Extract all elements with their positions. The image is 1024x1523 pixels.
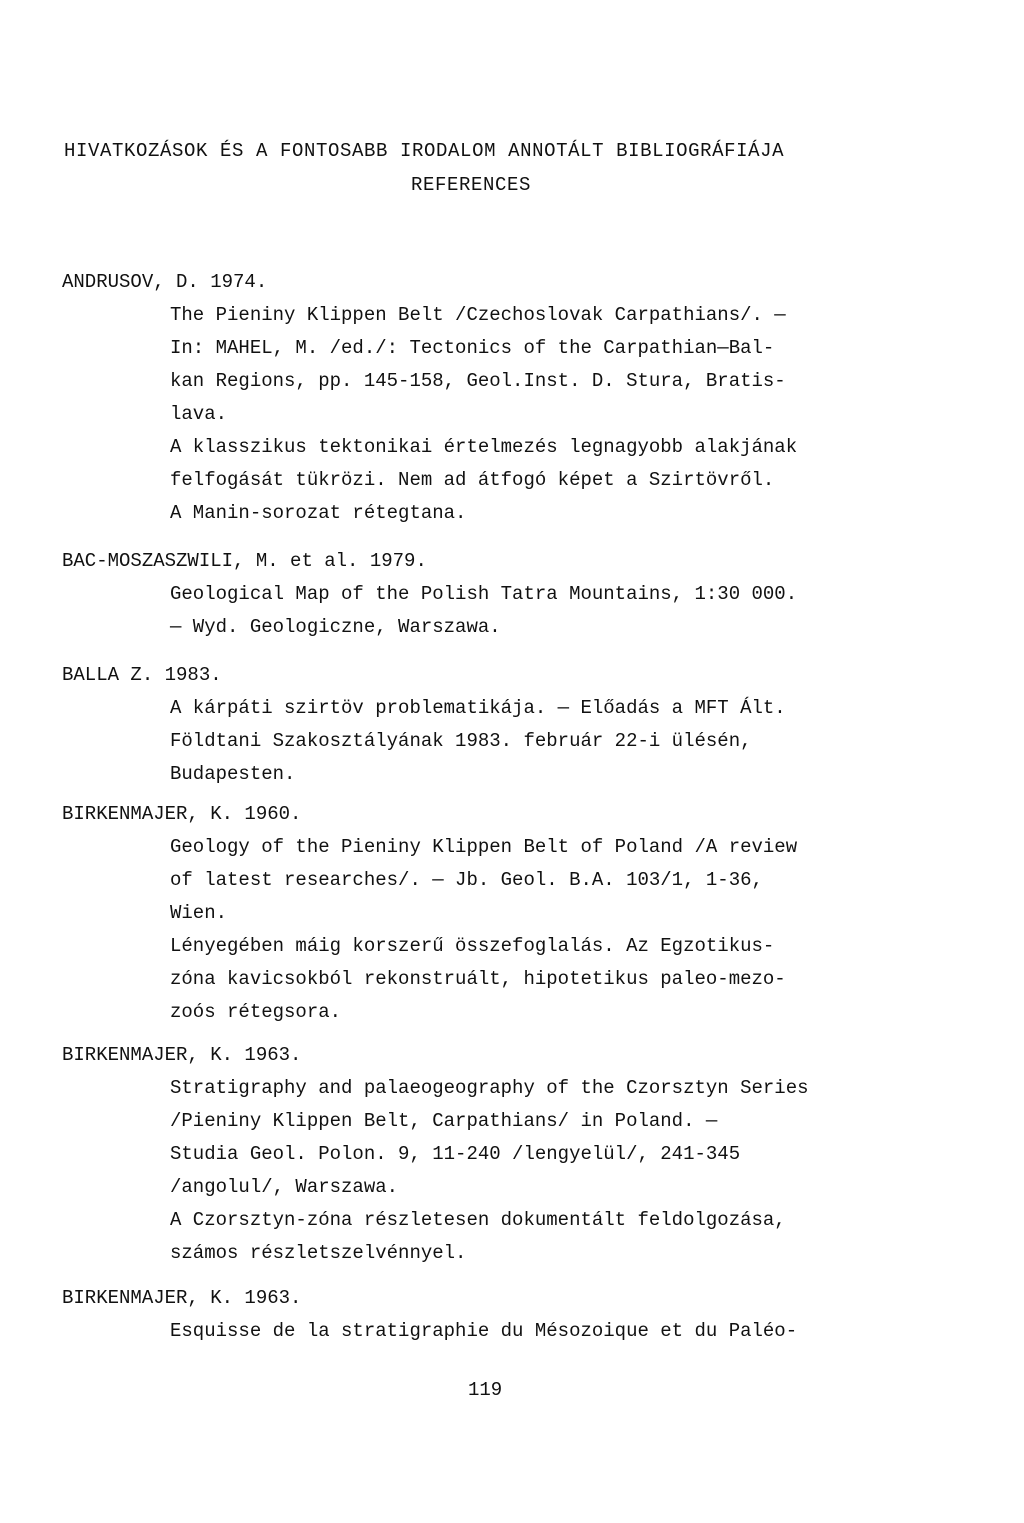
page-title: HIVATKOZÁSOK ÉS A FONTOSABB IRODALOM ANNOTÁLT BIBLIOGRÁFIÁJA [64,140,785,162]
reference-body [170,578,910,644]
reference-line: Földtani Szakosztályának 1983. február 22-i ülésén, [170,730,752,752]
reference-author: ANDRUSOV, D. 1974. [62,271,268,293]
reference-line: A kárpáti szirtöv problematikája. — Előadás a MFT Ált. [170,697,786,719]
annotation-line: felfogását tükrözi. Nem ad átfogó képet a Szirtövről. [170,469,775,491]
page-number: 119 [468,1379,503,1401]
reference-line: /angolul/, Warszawa. [170,1176,399,1198]
reference-line: of latest researches/. — Jb. Geol. B.A. 103/1, 1-36, [170,869,763,891]
reference-line: Esquisse de la stratigraphie du Mésozoique et du Paléo- [170,1320,798,1342]
annotation-line: zoós rétegsora. [170,1001,342,1023]
page-subtitle: REFERENCES [411,174,532,196]
annotation-line: A Manin-sorozat rétegtana. [170,502,467,524]
reference-line: Geology of the Pieniny Klippen Belt of Poland /A review [170,836,798,858]
reference-line: — Wyd. Geologiczne, Warszawa. [170,616,501,638]
reference-body [170,1072,910,1270]
annotation-line: Lényegében máig korszerű összefoglalás. Az Egzotikus- [170,935,775,957]
reference-body [170,1315,910,1348]
annotation-line: A Czorsztyn-zóna részletesen dokumentált feldolgozása, [170,1209,786,1231]
annotation-line: számos részletszelvénnyel. [170,1242,467,1264]
annotation-line: A klasszikus tektonikai értelmezés legnagyobb alakjának [170,436,798,458]
reference-body [170,299,910,530]
reference-author: BALLA Z. 1983. [62,664,222,686]
reference-line: kan Regions, pp. 145-158, Geol.Inst. D. Stura, Bratis- [170,370,786,392]
reference-line: Budapesten. [170,763,296,785]
reference-author: BIRKENMAJER, K. 1963. [62,1044,302,1066]
reference-line: lava. [170,403,228,425]
reference-line: Stratigraphy and palaeogeography of the Czorsztyn Series [170,1077,809,1099]
reference-author: BAC-MOSZASZWILI, M. et al. 1979. [62,550,427,572]
reference-line: Wien. [170,902,228,924]
reference-line: Studia Geol. Polon. 9, 11-240 /lengyelül/, 241-345 [170,1143,741,1165]
reference-line: In: MAHEL, M. /ed./: Tectonics of the Carpathian—Bal- [170,337,775,359]
reference-line: Geological Map of the Polish Tatra Mountains, 1:30 000. [170,583,798,605]
annotation-line: zóna kavicsokból rekonstruált, hipotetikus paleo-mezo- [170,968,786,990]
reference-author: BIRKENMAJER, K. 1963. [62,1287,302,1309]
reference-author: BIRKENMAJER, K. 1960. [62,803,302,825]
reference-body [170,692,910,791]
reference-line: The Pieniny Klippen Belt /Czechoslovak Carpathians/. — [170,304,786,326]
reference-body [170,831,910,1029]
reference-line: /Pieniny Klippen Belt, Carpathians/ in Poland. — [170,1110,718,1132]
